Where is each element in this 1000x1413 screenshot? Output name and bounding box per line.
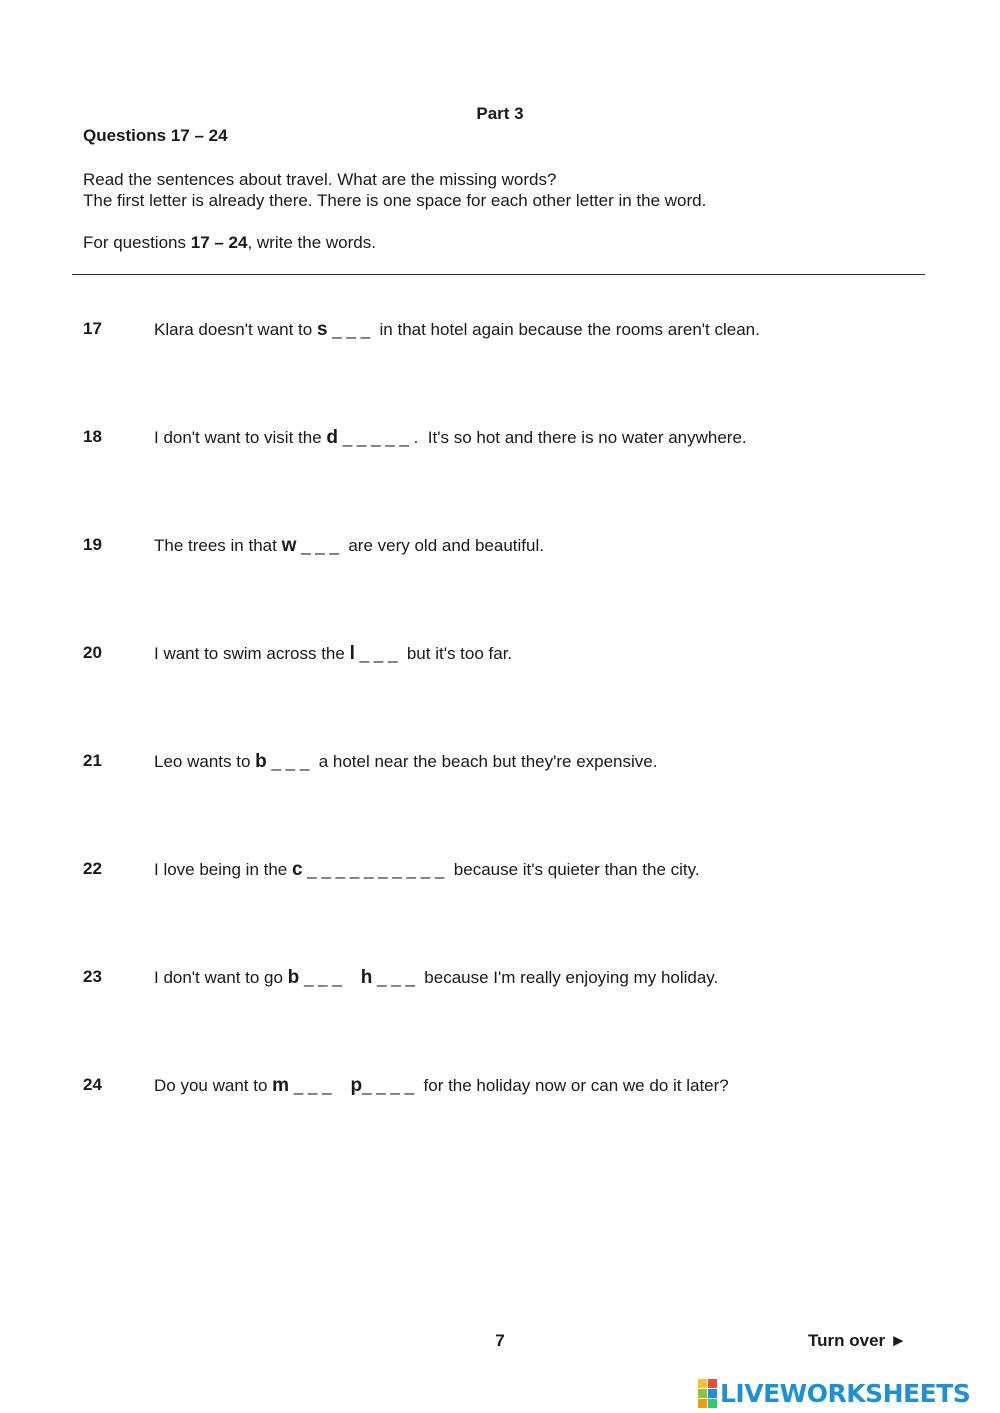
- questions-heading: Questions 17 – 24: [83, 126, 228, 145]
- question-number: 23: [83, 967, 102, 986]
- question-text-before: I don't want to visit the: [154, 428, 327, 447]
- question-text-middle: _ _ _: [289, 1076, 351, 1095]
- first-letter: s: [316, 319, 328, 340]
- logo-square-icon: [698, 1399, 707, 1408]
- question-21: [0, 751, 1000, 781]
- logo-square-icon: [708, 1389, 717, 1398]
- first-letter: b: [255, 751, 267, 772]
- question-text-before: I want to swim across the: [154, 644, 350, 663]
- question-text[interactable]: [154, 859, 700, 881]
- first-letter: w: [281, 535, 297, 556]
- question-text-after: _ _ _ _ for the holiday now or can we do it later?: [362, 1076, 729, 1095]
- question-number: 19: [83, 535, 102, 554]
- liveworksheets-logo-text: LIVEWORKSHEETS: [720, 1378, 971, 1408]
- question-17: [0, 319, 1000, 349]
- instructions: [83, 169, 706, 253]
- question-text[interactable]: [154, 1075, 729, 1097]
- first-letter: l: [349, 643, 355, 664]
- question-text[interactable]: [154, 967, 718, 989]
- question-text-before: The trees in that: [154, 536, 282, 555]
- question-18: [0, 427, 1000, 457]
- question-text[interactable]: [154, 643, 512, 665]
- question-text-before: Klara doesn't want to: [154, 320, 317, 339]
- question-text-after: _ _ _ but it's too far.: [354, 644, 513, 663]
- question-text-after: _ _ _ are very old and beautiful.: [296, 536, 544, 555]
- question-number: 18: [83, 427, 102, 446]
- question-number: 17: [83, 319, 102, 338]
- question-text-before: Do you want to: [154, 1076, 273, 1095]
- question-text-middle: _ _ _: [299, 968, 361, 987]
- page-number: 7: [495, 1331, 505, 1350]
- question-text[interactable]: [154, 319, 760, 341]
- instruction-line-3-before: For questions: [83, 233, 191, 252]
- second-first-letter: h: [360, 967, 373, 988]
- first-letter: c: [291, 859, 303, 880]
- question-text-after: _ _ _ because I'm really enjoying my holiday.: [372, 968, 719, 987]
- first-letter: m: [272, 1075, 290, 1096]
- question-22: [0, 859, 1000, 889]
- liveworksheets-logo-icon: [698, 1379, 717, 1408]
- question-text-before: I love being in the: [154, 860, 292, 879]
- question-text[interactable]: [154, 427, 747, 449]
- question-number: 20: [83, 643, 102, 662]
- divider: [72, 274, 925, 275]
- question-text-after: _ _ _ _ _ _ _ _ _ _ because it's quieter than the city.: [302, 860, 700, 879]
- question-23: [0, 967, 1000, 997]
- logo-square-icon: [698, 1389, 707, 1398]
- question-20: [0, 643, 1000, 673]
- liveworksheets-logo[interactable]: [698, 1378, 970, 1408]
- logo-square-icon: [708, 1379, 717, 1388]
- question-text-before: Leo wants to: [154, 752, 256, 771]
- question-19: [0, 535, 1000, 565]
- turn-over-label: Turn over ►: [808, 1331, 907, 1350]
- instruction-line-3: [83, 232, 706, 253]
- instruction-line-1: Read the sentences about travel. What are the missing words?: [83, 170, 557, 189]
- question-number: 21: [83, 751, 102, 770]
- question-number: 22: [83, 859, 102, 878]
- part-title: Part 3: [476, 104, 524, 123]
- logo-square-icon: [708, 1399, 717, 1408]
- first-letter: d: [326, 427, 338, 448]
- question-text[interactable]: [154, 751, 657, 773]
- question-text[interactable]: [154, 535, 544, 557]
- question-text-after: _ _ _ _ _ . It's so hot and there is no water anywhere.: [338, 428, 747, 447]
- instruction-line-2: The first letter is already there. There is one space for each other letter in the word.: [83, 191, 707, 210]
- question-text-before: I don't want to go: [154, 968, 288, 987]
- question-text-after: _ _ _ a hotel near the beach but they're expensive.: [266, 752, 658, 771]
- instruction-line-3-after: , write the words.: [247, 233, 376, 252]
- instruction-line-3-bold: 17 – 24: [190, 233, 248, 252]
- logo-square-icon: [698, 1379, 707, 1388]
- question-24: [0, 1075, 1000, 1105]
- second-first-letter: p: [350, 1075, 363, 1096]
- question-number: 24: [83, 1075, 102, 1094]
- first-letter: b: [287, 967, 300, 988]
- question-text-after: _ _ _ in that hotel again because the rooms aren't clean.: [327, 320, 760, 339]
